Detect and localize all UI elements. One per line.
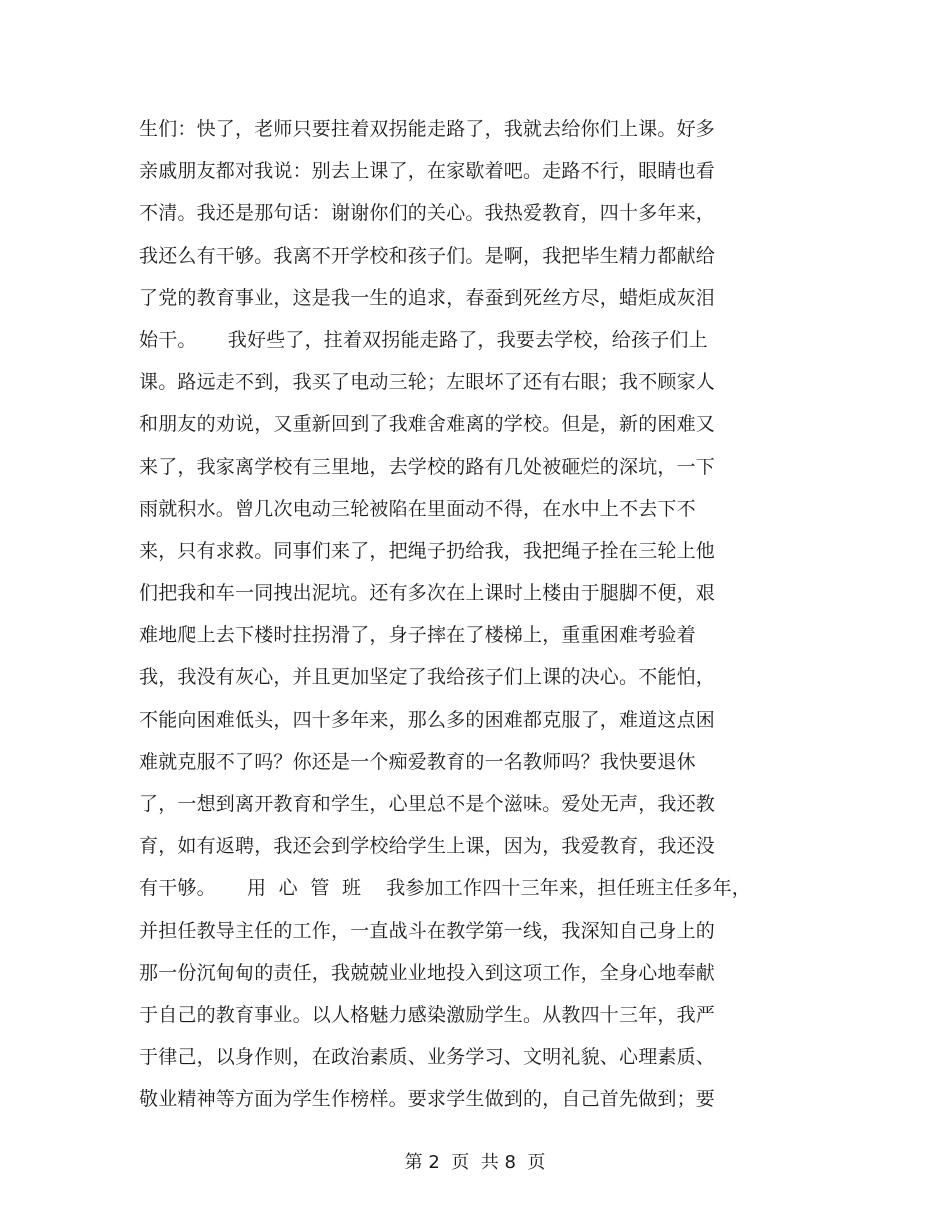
text-line: 不能向困难低头，四十多年来，那么多的困难都克服了，难道这点困: [139, 708, 716, 731]
text-line: 有干够。 用 心 管 班 我参加工作四十三年来，担任班主任多年，: [139, 877, 751, 900]
text-line: 了，一想到离开教育和学生，心里总不是个滋味。爱处无声，我还教: [139, 793, 716, 815]
text-line: 课。路远走不到，我买了电动三轮；左眼坏了还有右眼；我不顾家人: [139, 371, 716, 394]
text-line: 亲戚朋友都对我说：别去上课了，在家歇着吧。走路不行，眼睛也看: [139, 160, 716, 183]
text-line: 于自己的教育事业。以人格魅力感染激励学生。从教四十三年，我严: [139, 1003, 716, 1026]
text-line: 难就克服不了吗？你还是一个痴爱教育的一名教师吗？我快要退休: [139, 750, 696, 773]
page-number-footer: 第 2 页 共 8 页: [404, 1152, 546, 1173]
text-line: 生们：快了，老师只要拄着双拐能走路了，我就去给你们上课。好多: [139, 118, 716, 140]
text-line: 了党的教育事业，这是我一生的追求，春蚕到死丝方尽，蜡炬成灰泪: [139, 286, 716, 309]
text-line: 始干。 我好些了，拄着双拐能走路了，我要去学校，给孩子们上: [139, 328, 708, 351]
text-line: 和朋友的劝说，又重新回到了我难舍难离的学校。但是，新的困难又: [139, 413, 716, 436]
text-line: 敬业精神等方面为学生作榜样。要求学生做到的，自己首先做到；要: [139, 1088, 716, 1111]
text-line: 们把我和车一同拽出泥坑。还有多次在上课时上楼由于腿脚不便，艰: [139, 582, 716, 605]
body-text: [139, 108, 779, 1121]
text-line: 我，我没有灰心，并且更加坚定了我给孩子们上课的决心。不能怕，: [139, 666, 716, 689]
text-line: 雨就积水。曾几次电动三轮被陷在里面动不得，在水中上不去下不: [139, 497, 696, 520]
text-line: 难地爬上去下楼时拄拐滑了，身子摔在了楼梯上，重重困难考验着: [139, 624, 696, 647]
text-line: 不清。我还是那句话：谢谢你们的关心。我热爱教育，四十多年来，: [139, 202, 716, 225]
text-line: 我还么有干够。我离不开学校和孩子们。是啊，我把毕生精力都献给: [139, 244, 716, 267]
text-line: 来，只有求救。同事们来了，把绳子扔给我，我把绳子拴在三轮上他: [139, 539, 716, 562]
text-line: 育，如有返聘，我还会到学校给学生上课，因为，我爱教育，我还没: [139, 835, 716, 858]
text-line: 那一份沉甸甸的责任，我兢兢业业地投入到这项工作，全身心地奉献: [139, 961, 716, 984]
text-line: 于律己，以身作则，在政治素质、业务学习、文明礼貌、心理素质、: [139, 1046, 716, 1069]
text-line: 来了，我家离学校有三里地，去学校的路有几处被砸烂的深坑，一下: [139, 455, 716, 478]
text-line: 并担任教导主任的工作，一直战斗在教学第一线，我深知自己身上的: [139, 919, 716, 942]
